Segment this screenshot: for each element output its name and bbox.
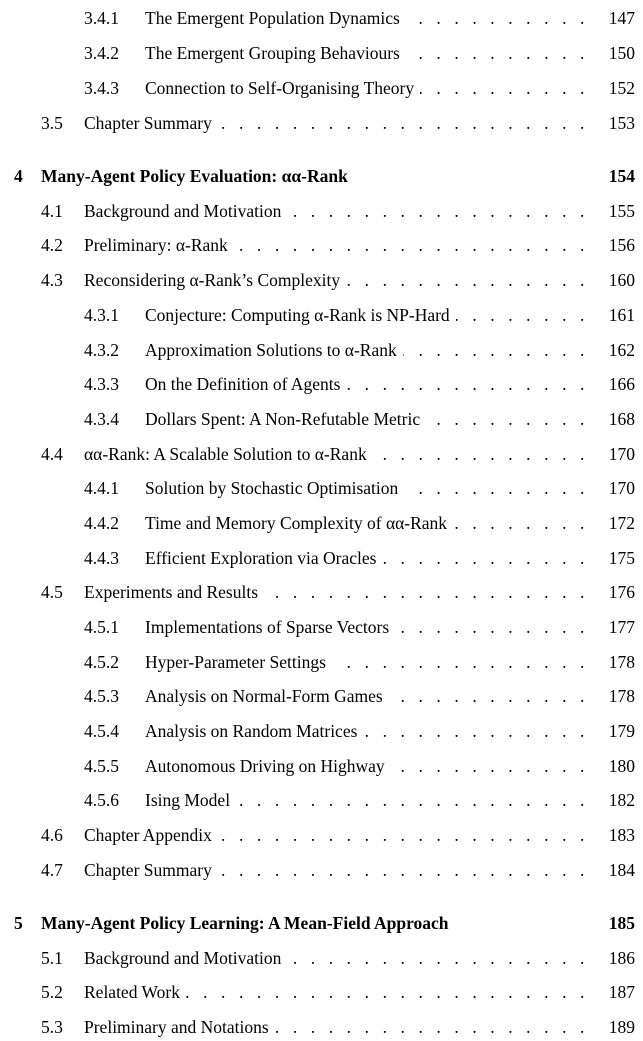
chapter-number: 4 <box>14 165 23 186</box>
section-title: Preliminary: α-Rank <box>84 234 228 255</box>
section-title: Approximation Solutions to α-Rank <box>145 339 397 360</box>
dot-leader <box>389 684 589 708</box>
dot-leader <box>354 164 589 188</box>
dot-leader <box>218 823 589 847</box>
section-number: 3.4.1 <box>84 7 119 28</box>
toc-chapter-4[interactable] <box>0 164 643 188</box>
section-number: 5.2 <box>41 981 63 1002</box>
dot-leader <box>453 511 589 535</box>
section-number: 4.3.1 <box>84 304 119 325</box>
page-number: 170 <box>608 443 635 464</box>
section-title: αα-Rank: A Scalable Solution to α-Rank <box>84 443 367 464</box>
dot-leader <box>234 233 589 257</box>
dot-leader <box>406 41 589 65</box>
dot-leader <box>455 911 589 935</box>
dot-leader <box>363 719 589 743</box>
dot-leader <box>373 442 589 466</box>
dot-leader <box>275 1015 589 1039</box>
dot-leader <box>404 476 589 500</box>
toc-entry-4-3-1[interactable] <box>0 303 643 327</box>
toc-entry-4-6[interactable] <box>0 823 643 847</box>
section-number: 5.1 <box>41 947 63 968</box>
dot-leader <box>420 76 589 100</box>
section-number: 4.1 <box>41 200 63 221</box>
chapter-title: Many-Agent Policy Learning: A Mean-Field Approach <box>41 912 449 933</box>
section-number: 3.4.2 <box>84 42 119 63</box>
toc-entry-4-7[interactable] <box>0 858 643 882</box>
page-number: 172 <box>608 512 635 533</box>
section-title: Efficient Exploration via Oracles <box>145 547 377 568</box>
dot-leader <box>218 858 589 882</box>
dot-leader <box>264 580 589 604</box>
dot-leader <box>395 615 589 639</box>
page-number: 175 <box>608 547 635 568</box>
section-number: 4.3.4 <box>84 408 119 429</box>
page-number: 179 <box>608 720 635 741</box>
section-number: 5.3 <box>41 1016 63 1037</box>
page-number: 152 <box>608 77 635 98</box>
section-title: Implementations of Sparse Vectors <box>145 616 390 637</box>
page-number: 187 <box>608 981 635 1002</box>
toc-entry-4-5[interactable] <box>0 580 643 604</box>
section-number: 4.5.2 <box>84 651 119 672</box>
chapter-number: 5 <box>14 912 23 933</box>
section-title: Background and Motivation <box>84 200 282 221</box>
section-number: 4.3 <box>41 269 63 290</box>
section-number: 4.5.3 <box>84 685 119 706</box>
toc-entry-4-3-4[interactable] <box>0 407 643 431</box>
section-title: Analysis on Random Matrices <box>145 720 358 741</box>
page-number: 177 <box>608 616 635 637</box>
dot-leader <box>186 980 589 1004</box>
page-number: 160 <box>608 269 635 290</box>
page-number: 178 <box>608 651 635 672</box>
toc-entry-5-1[interactable] <box>0 946 643 970</box>
section-title: The Emergent Population Dynamics <box>145 7 400 28</box>
toc-entry-4-5-6[interactable] <box>0 788 643 812</box>
section-number: 4.7 <box>41 859 63 880</box>
section-title: Autonomous Driving on Highway <box>145 755 385 776</box>
section-number: 4.5.1 <box>84 616 119 637</box>
toc-entry-4-2[interactable] <box>0 233 643 257</box>
section-title: Preliminary and Notations <box>84 1016 269 1037</box>
page-number: 189 <box>608 1016 635 1037</box>
toc-entry-4-4-3[interactable] <box>0 546 643 570</box>
section-number: 3.4.3 <box>84 77 119 98</box>
section-title: Solution by Stochastic Optimisation <box>145 477 399 498</box>
toc-entry-4-5-1[interactable] <box>0 615 643 639</box>
dot-leader <box>218 111 589 135</box>
section-title: Background and Motivation <box>84 947 282 968</box>
section-number: 4.5.4 <box>84 720 119 741</box>
section-number: 3.5 <box>41 112 63 133</box>
toc-entry-4-4[interactable] <box>0 442 643 466</box>
page-number: 178 <box>608 685 635 706</box>
dot-leader <box>382 546 589 570</box>
page-number: 153 <box>608 112 635 133</box>
page-number: 156 <box>608 234 635 255</box>
section-number: 4.4.3 <box>84 547 119 568</box>
section-title: Chapter Appendix <box>84 824 212 845</box>
toc-entry-4-1[interactable] <box>0 199 643 223</box>
section-number: 4.3.2 <box>84 339 119 360</box>
section-title: Chapter Summary <box>84 112 212 133</box>
toc-entry-5-3[interactable] <box>0 1015 643 1039</box>
section-title: Time and Memory Complexity of αα-Rank <box>145 512 448 533</box>
page-number: 166 <box>608 373 635 394</box>
page-number: 154 <box>608 165 635 186</box>
toc-entry-4-5-4[interactable] <box>0 719 643 743</box>
dot-leader <box>287 199 589 223</box>
toc-entry-5-2[interactable] <box>0 980 643 1004</box>
page-number: 184 <box>608 859 635 880</box>
page-number: 168 <box>608 408 635 429</box>
toc-entry-3-4-1[interactable] <box>0 6 643 30</box>
section-title: On the Definition of Agents <box>145 373 341 394</box>
toc-entry-4-4-2[interactable] <box>0 511 643 535</box>
section-number: 4.4 <box>41 443 63 464</box>
toc-entry-4-3[interactable] <box>0 268 643 292</box>
toc-chapter-5[interactable] <box>0 911 643 935</box>
toc-entry-4-4-1[interactable] <box>0 476 643 500</box>
page-number: 170 <box>608 477 635 498</box>
toc-entry-4-5-5[interactable] <box>0 754 643 778</box>
page-number: 161 <box>608 304 635 325</box>
page-number: 182 <box>608 789 635 810</box>
dot-leader <box>346 268 589 292</box>
section-number: 4.2 <box>41 234 63 255</box>
dot-leader <box>287 946 589 970</box>
page-number: 155 <box>608 200 635 221</box>
dot-leader <box>332 650 589 674</box>
dot-leader <box>406 6 589 30</box>
page-number: 176 <box>608 581 635 602</box>
section-title: The Emergent Grouping Behaviours <box>145 42 400 63</box>
dot-leader <box>426 407 589 431</box>
section-number: 4.5.6 <box>84 789 119 810</box>
toc-entry-4-5-2[interactable] <box>0 650 643 674</box>
toc-entry-3-5[interactable] <box>0 111 643 135</box>
page-number: 180 <box>608 755 635 776</box>
dot-leader <box>391 754 589 778</box>
toc-entry-3-4-3[interactable] <box>0 76 643 100</box>
section-number: 4.4.2 <box>84 512 119 533</box>
section-title: Hyper-Parameter Settings <box>145 651 326 672</box>
section-number: 4.5.5 <box>84 755 119 776</box>
section-title: Dollars Spent: A Non-Refutable Metric <box>145 408 421 429</box>
section-title: Analysis on Normal-Form Games <box>145 685 383 706</box>
dot-leader <box>403 338 589 362</box>
page-number: 162 <box>608 339 635 360</box>
dot-leader <box>456 303 589 327</box>
section-number: 4.5 <box>41 581 63 602</box>
toc-entry-4-5-3[interactable] <box>0 684 643 708</box>
dot-leader <box>346 372 589 396</box>
toc-entry-4-3-3[interactable] <box>0 372 643 396</box>
page-number: 186 <box>608 947 635 968</box>
section-title: Ising Model <box>145 789 231 810</box>
section-number: 4.6 <box>41 824 63 845</box>
toc-entry-3-4-2[interactable] <box>0 41 643 65</box>
section-title: Chapter Summary <box>84 859 212 880</box>
section-title: Experiments and Results <box>84 581 259 602</box>
page-number: 185 <box>608 912 635 933</box>
chapter-title: Many-Agent Policy Evaluation: αα-Rank <box>41 165 348 186</box>
section-title: Reconsidering α-Rank’s Complexity <box>84 269 341 290</box>
toc-entry-4-3-2[interactable] <box>0 338 643 362</box>
section-number: 4.4.1 <box>84 477 119 498</box>
page-number: 150 <box>608 42 635 63</box>
section-title: Conjecture: Computing α-Rank is NP-Hard <box>145 304 450 325</box>
page-number: 183 <box>608 824 635 845</box>
page-number: 147 <box>608 7 635 28</box>
section-title: Related Work <box>84 981 180 1002</box>
dot-leader <box>236 788 589 812</box>
section-number: 4.3.3 <box>84 373 119 394</box>
section-title: Connection to Self-Organising Theory <box>145 77 415 98</box>
